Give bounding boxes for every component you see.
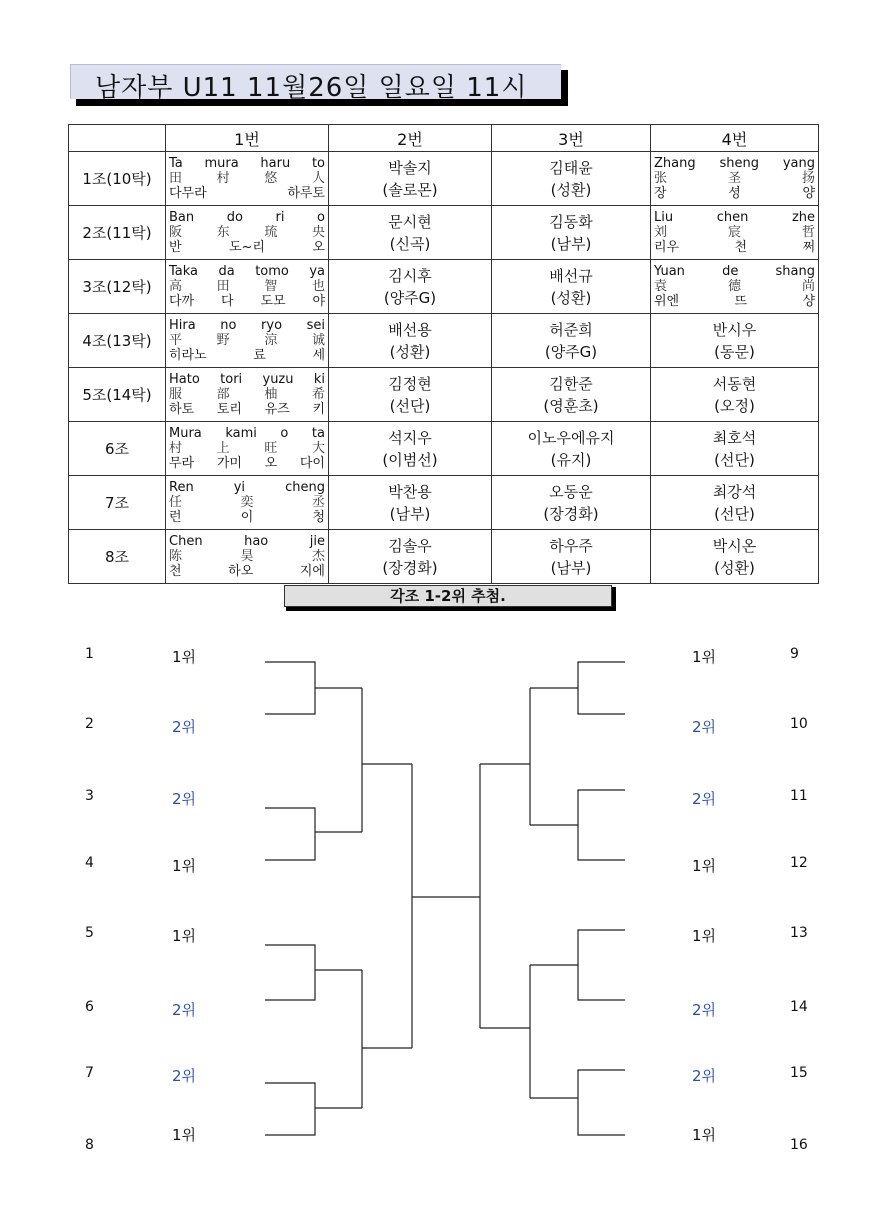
player-club: (양주G)	[544, 342, 598, 361]
name-part: Hato	[169, 372, 200, 387]
bracket-slot-rank: 2위	[692, 718, 717, 736]
bracket-slot-rank: 1위	[692, 1126, 717, 1144]
name-part: Liu	[654, 210, 674, 225]
name-part: 도~리	[228, 240, 265, 255]
group-label: 7조	[69, 476, 166, 530]
bracket-line-l-r2-b	[362, 970, 412, 1108]
player-name: 김시후	[388, 266, 432, 285]
name-part: 杰	[311, 549, 325, 564]
name-part: 东	[216, 225, 230, 240]
player-name: 문시현	[388, 212, 432, 231]
group-label: 2조(11탁)	[69, 206, 166, 260]
header-cell-pos2: 2번	[329, 125, 492, 152]
name-part: Chen	[169, 534, 203, 549]
bracket-slot-number: 15	[790, 1065, 808, 1081]
name-part: 다까	[169, 294, 195, 309]
player-club: (이범선)	[382, 450, 438, 469]
name-part: 圣	[727, 171, 741, 186]
name-part: 세	[312, 348, 325, 363]
name-part: 希	[311, 387, 325, 402]
player-name: 배선용	[388, 320, 432, 339]
bracket-line-l-r1-a	[265, 662, 362, 714]
header-cell-pos3: 3번	[492, 125, 651, 152]
name-part: Ta	[169, 156, 183, 171]
name-part: 央	[311, 225, 325, 240]
name-part: 다이	[299, 456, 325, 471]
player-name: 최강석	[712, 482, 757, 501]
player-club: (남부)	[550, 234, 592, 253]
draw-banner: 각조 1-2위 추첨.	[284, 585, 612, 607]
group-label: 1조(10탁)	[69, 152, 166, 206]
player-name: 석지우	[388, 428, 432, 447]
bracket-slot-number: 12	[790, 855, 808, 871]
bracket-slot-rank: 1위	[172, 857, 197, 875]
name-part: 양	[802, 186, 815, 201]
bracket-slot-rank: 1위	[692, 857, 717, 875]
player-club: (유지)	[550, 450, 592, 469]
player-name: 허준희	[549, 320, 593, 339]
bracket-slot-rank: 1위	[172, 1126, 197, 1144]
name-part: 尚	[801, 279, 815, 294]
player-name: 하우주	[549, 536, 593, 555]
name-part: jie	[309, 534, 325, 549]
name-part: 가미	[216, 456, 242, 471]
bracket-slot-number: 16	[790, 1137, 808, 1153]
name-part: ya	[309, 264, 325, 279]
bracket-slot-number: 10	[790, 716, 808, 732]
name-part: 村	[216, 171, 230, 186]
name-part: 오	[264, 456, 278, 471]
name-part: 德	[727, 279, 741, 294]
player-club: (남부)	[550, 558, 592, 577]
name-part: 张	[654, 171, 668, 186]
name-part: 토리	[216, 402, 242, 417]
name-part: ri	[275, 210, 285, 225]
player-club: (영훈초)	[543, 396, 599, 415]
name-part: do	[226, 210, 243, 225]
bracket-slot-number: 5	[85, 925, 94, 941]
name-part: 다무라	[169, 186, 207, 201]
name-part: kami	[225, 426, 257, 441]
name-part: 장	[654, 186, 667, 201]
name-part: 奕	[240, 495, 254, 510]
name-part: shang	[775, 264, 815, 279]
name-part: o	[317, 210, 325, 225]
player-name: 배선규	[549, 266, 593, 285]
bracket-line-r-r2-a	[480, 688, 530, 825]
name-part: 천	[734, 240, 748, 255]
bracket-line-r-r1-c	[530, 930, 625, 1000]
name-part: 지에	[299, 564, 325, 579]
name-part: 하토	[169, 402, 195, 417]
player-club: (선단)	[714, 504, 755, 523]
bracket-slot-rank: 2위	[172, 718, 197, 736]
name-part: o	[280, 426, 289, 441]
bracket-line-l-r1-c	[265, 945, 362, 1000]
name-part: 丞	[311, 495, 325, 510]
name-part: ta	[311, 426, 325, 441]
player-name: 반시우	[712, 320, 757, 339]
name-part: 리우	[654, 240, 680, 255]
name-part: ki	[313, 372, 325, 387]
player-club: (선단)	[714, 450, 755, 469]
name-part: 村	[169, 441, 183, 456]
player-name: 오동운	[549, 482, 593, 501]
name-part: sheng	[719, 156, 759, 171]
name-part: Yuan	[654, 264, 685, 279]
name-part: 료	[253, 348, 266, 363]
page-title: 남자부 U11 11월26일 일요일 11시	[95, 73, 528, 103]
header-cell-pos4: 4번	[651, 125, 819, 152]
name-part: 도모	[260, 294, 286, 309]
bracket-slot-rank: 2위	[692, 790, 717, 808]
bracket-line-r-r1-a	[530, 662, 625, 714]
bracket-slot-rank: 1위	[692, 927, 717, 945]
bracket-slot-number: 11	[790, 788, 808, 804]
name-part: 이	[240, 510, 254, 525]
group-label: 3조(12탁)	[69, 260, 166, 314]
name-part: 扬	[801, 171, 815, 186]
bracket-slot-rank: 1위	[172, 648, 197, 666]
name-part: 服	[169, 387, 183, 402]
name-part: 阪	[169, 225, 183, 240]
bracket-line-l-r3	[412, 764, 480, 1048]
name-part: 刘	[654, 225, 668, 240]
player-club: (성환)	[550, 288, 592, 307]
name-part: 高	[169, 279, 183, 294]
bracket-slot-number: 4	[85, 855, 94, 871]
bracket-slot-rank: 2위	[172, 1001, 197, 1019]
name-part: 야	[312, 294, 325, 309]
name-part: 柚	[264, 387, 278, 402]
name-part: 셩	[728, 186, 741, 201]
player-name: 김정현	[388, 374, 432, 393]
name-part: 智	[264, 279, 278, 294]
name-part: 유즈	[264, 402, 290, 417]
name-part: 涼	[264, 333, 278, 348]
name-part: haru	[260, 156, 291, 171]
name-part: Taka	[169, 264, 199, 279]
name-part: 천	[169, 564, 182, 579]
player-club: (솔로몬)	[382, 180, 438, 199]
player-name: 김태윤	[549, 158, 593, 177]
name-part: 하루토	[287, 186, 325, 201]
name-part: 诚	[311, 333, 325, 348]
player-club: (성환)	[550, 180, 592, 199]
name-part: 也	[311, 279, 325, 294]
name-part: cheng	[285, 480, 325, 495]
name-part: 琉	[264, 225, 278, 240]
name-part: da	[218, 264, 235, 279]
bracket-slot-number: 1	[85, 646, 94, 662]
bracket-line-r-r2-b	[480, 965, 530, 1098]
bracket-slot-rank: 2위	[692, 1067, 717, 1085]
name-part: 田	[169, 171, 183, 186]
bracket-slot-rank: 2위	[692, 1001, 717, 1019]
name-part: tori	[220, 372, 243, 387]
player-club: (남부)	[389, 504, 431, 523]
bracket-line-l-r1-d	[265, 1083, 362, 1135]
bracket-slot-number: 2	[85, 716, 94, 732]
bracket-slot-rank: 2위	[172, 790, 197, 808]
name-part: 袁	[654, 279, 668, 294]
name-part: 部	[216, 387, 230, 402]
name-part: no	[220, 318, 237, 333]
bracket-slot-rank: 2위	[172, 1067, 197, 1085]
name-part: tomo	[255, 264, 289, 279]
name-part: 陈	[169, 549, 183, 564]
player-club: (성환)	[714, 558, 755, 577]
name-part: hao	[244, 534, 269, 549]
name-part: 위엔	[654, 294, 680, 309]
name-part: yi	[233, 480, 246, 495]
name-part: 무라	[169, 456, 195, 471]
name-part: 田	[216, 279, 230, 294]
name-part: 昊	[240, 549, 254, 564]
name-part: 다	[221, 294, 234, 309]
name-part: de	[722, 264, 739, 279]
name-part: Hira	[169, 318, 196, 333]
bracket-line-r-r1-d	[530, 1070, 625, 1135]
player-name: 김한준	[549, 374, 593, 393]
name-part: 悠	[264, 171, 278, 186]
name-part: ryo	[261, 318, 283, 333]
name-part: to	[311, 156, 325, 171]
player-name: 박솔지	[388, 158, 432, 177]
name-part: 히라노	[169, 348, 207, 363]
bracket-slot-number: 8	[85, 1137, 94, 1153]
player-name: 박찬용	[388, 482, 432, 501]
bracket-slot-number: 6	[85, 999, 94, 1015]
name-part: Ren	[169, 480, 194, 495]
name-part: Mura	[169, 426, 202, 441]
name-part: 野	[216, 333, 230, 348]
player-name: 김솔우	[388, 536, 432, 555]
player-name: 최호석	[712, 428, 757, 447]
player-club: (선단)	[389, 396, 431, 415]
name-part: 쩌	[802, 240, 815, 255]
player-club: (양주G)	[383, 288, 437, 307]
player-name: 김동화	[549, 212, 593, 231]
name-part: 런	[169, 510, 182, 525]
name-part: Zhang	[654, 156, 696, 171]
bracket-slot-number: 13	[790, 925, 808, 941]
name-part: 任	[169, 495, 183, 510]
group-label: 6조	[69, 422, 166, 476]
player-name: 서동현	[712, 374, 757, 393]
bracket-slot-number: 3	[85, 788, 94, 804]
name-part: 오	[312, 240, 325, 255]
bracket-line-l-r1-b	[265, 808, 362, 860]
bracket-slot-number: 14	[790, 999, 808, 1015]
name-part: 人	[311, 171, 325, 186]
player-club: (동문)	[714, 342, 755, 361]
name-part: 하오	[228, 564, 254, 579]
player-club: (오정)	[714, 396, 755, 415]
name-part: 청	[312, 510, 325, 525]
player-club: (장경화)	[382, 558, 438, 577]
name-part: 宸	[727, 225, 741, 240]
player-club: (신곡)	[389, 234, 431, 253]
group-label: 8조	[69, 530, 166, 584]
name-part: 키	[312, 402, 325, 417]
player-club: (성환)	[389, 342, 431, 361]
bracket-line-r-r1-b	[530, 790, 625, 860]
name-part: yang	[782, 156, 815, 171]
name-part: mura	[204, 156, 239, 171]
name-part: 뜨	[734, 294, 748, 309]
bracket-slot-rank: 1위	[172, 927, 197, 945]
bracket-slot-number: 7	[85, 1065, 94, 1081]
bracket-line-l-r2-a	[362, 688, 412, 832]
player-name: 박시온	[712, 536, 757, 555]
bracket-slot-rank: 1위	[692, 648, 717, 666]
name-part: sei	[306, 318, 325, 333]
name-part: 上	[216, 441, 230, 456]
bracket-slot-number: 9	[790, 646, 799, 662]
group-label: 4조(13탁)	[69, 314, 166, 368]
group-label: 5조(14탁)	[69, 368, 166, 422]
name-part: chen	[716, 210, 749, 225]
player-name: 이노우에유지	[527, 428, 615, 447]
header-cell-pos1: 1번	[166, 125, 329, 152]
name-part: 哲	[801, 225, 815, 240]
name-part: 大	[311, 441, 325, 456]
name-part: 샹	[802, 294, 815, 309]
name-part: Ban	[169, 210, 195, 225]
name-part: 平	[169, 333, 183, 348]
player-club: (장경화)	[543, 504, 599, 523]
name-part: zhe	[791, 210, 815, 225]
name-part: 旺	[264, 441, 278, 456]
name-part: 반	[169, 240, 182, 255]
name-part: yuzu	[262, 372, 294, 387]
